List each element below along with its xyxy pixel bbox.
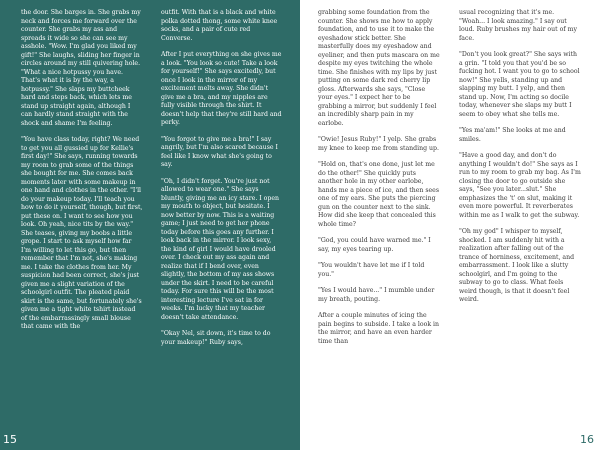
paragraph: "You wouldn't have let me if I told you." — [318, 262, 425, 278]
paragraph: "Owie! Jesus Ruby!" I yelp. She grabs my knee to keep me from standing up. — [318, 136, 439, 152]
paragraph: "Oh, I didn't forget. You're just not allowed to wear one." She says bluntly, giving me an icy stare. I open my mouth to object, but hesitate. I now better by now. This is a waiting game; I just need to get her phone today before this goes any further. I look back in the mirror. I look sexy, the kind of girl I would have drooled over. I check out my ass again and realize that if I bend over, even slightly, the bottom of my ass shows under the skirt. I need to be careful today. For sure this will be the most interesting lecture I've sat in for weeks. I'm lucky that my teacher doesn't take attendance. — [161, 177, 279, 321]
paragraph: "You have class today, right? We need to get you all gussied up for Kellie's first day!" She says, running towards my room to grab some of the things she bought for me. She comes back moments later with some makeup in one hand and clothes in the other. "I'll do your makeup today. I'll teach you how to do it yourself, though, but first, put these on. I want to see how you look. Oh yeah, nice tits by the way." She teases, giving my boobs a little grope. I start to ask myself how far I'm willing to let this go, but then remember that I'm not, she's making me. I take the clothes from her. My suspicion had been correct, she's just given me a slight variation of the schoolgirl outfit. The pleated plaid skirt is the same, but fortunately she's given me a tight white tshirt instead of the embarrassingly small blouse that came with the — [21, 136, 143, 330]
paragraph: "Don't you look great?" She says with a grin. "I told you that you'd be so fucking hot. I want you to go to school now!" She yells, standing up and slapping my butt. I yelp, and then stand up. Now, I'm acting so docile today, whenever she slaps my butt I seem to obey what she tells me. — [459, 51, 580, 118]
paragraph: "Oh my god" I whisper to myself, shocked. I am suddenly hit with a realization after falling out of the trance of horniness, excitement, and embarrassment. I look like a slutty schoolgirl, and I'm going to the subway to go to class. What feels weird though, is that it doesn't feel weird. — [459, 228, 575, 303]
paragraph: "God, you could have warned me." I say, my eyes tearing up. — [318, 237, 431, 253]
paragraph: "Yes I would have..." I mumble under my breath, pouting. — [318, 287, 435, 303]
paragraph: "Have a good day, and don't do anything I wouldn't do!" She says as I run to my room to grab my bag. As I'm closing the door to go outside she says, "See you later...slut." She emphasizes the 't' on slut, making it even more powerful. It reverberates within me as I walk to get the subway. — [459, 152, 581, 219]
paragraph: After I put everything on she gives me a look. "You look so cute! Take a look for yourself!" She says excitedly, but once I look in the mirror of my excitement melts away. She didn't give me a bra, and my nipples are fully visible through the shirt. It doesn't help that they're still hard and perky. — [161, 51, 282, 126]
right-page — [300, 0, 600, 450]
paragraph: usual recognizing that it's me. "Woah... I look amazing." I say out loud. Ruby brushes my hair out of my face. — [459, 9, 577, 42]
paragraph: "Okay Nel, sit down, it's time to do your makeup!" Ruby says, — [161, 330, 271, 346]
right-page-number: 16 — [580, 433, 594, 446]
left-page-column-2 — [161, 9, 283, 347]
right-page-column-2 — [459, 9, 581, 305]
paragraph: "You forgot to give me a bra!" I say angrily, but I'm also scared because I feel like I know what she's going to say. — [161, 135, 278, 168]
right-page-column-1 — [318, 9, 440, 346]
left-page-column-1 — [21, 9, 143, 332]
paragraph: "Yes ma'am!" She looks at me and smiles. — [459, 127, 566, 143]
paragraph: outfit. With that is a black and white polka dotted thong, some white knee socks, and a pair of cute red Converse. — [161, 9, 278, 42]
paragraph: the door. She barges in. She grabs my neck and forces me forward over the counter. She grabs my ass and spreads it wide so she can see my asshole. "Wow. I'm glad you liked my gift!" She laughs, sliding her finger in circles around my still quivering hole. "What a nice hotpussy you have. That's what it is by the way, a hotpussy." She slaps my buttcheek hard and steps back, which lets me stand up straight again, although I can hardly stand straight with the shock and shame I'm feeling. — [21, 9, 141, 127]
paragraph: "Hold on, that's one done, just let me do the other!" She quickly puts another hole in my other earlobe, hands me a piece of ice, and then sees one of my ears. She puts the piercing gun on the counter next to the sink. How did she keep that concealed this whole time? — [318, 161, 439, 228]
left-page-number: 15 — [3, 433, 17, 446]
paragraph: grabbing some foundation from the counter. She shows me how to apply foundation, and to use it to make the eyeshadow stick better. She masterfully does my eyeshadow and eyeliner, and then puts mascara on me despite my eyes twitching the whole time. She finishes with my lips by just putting on some dark red cherry lip gloss. Afterwards she says, "Close your eyes." I expect her to be grabbing a mirror, but suddenly I feel an incredibly sharp pain in my earlobe. — [318, 9, 440, 127]
paragraph: After a couple minutes of icing the pain begins to subside. I take a look in the mirror, and have an even harder time than — [318, 312, 440, 345]
